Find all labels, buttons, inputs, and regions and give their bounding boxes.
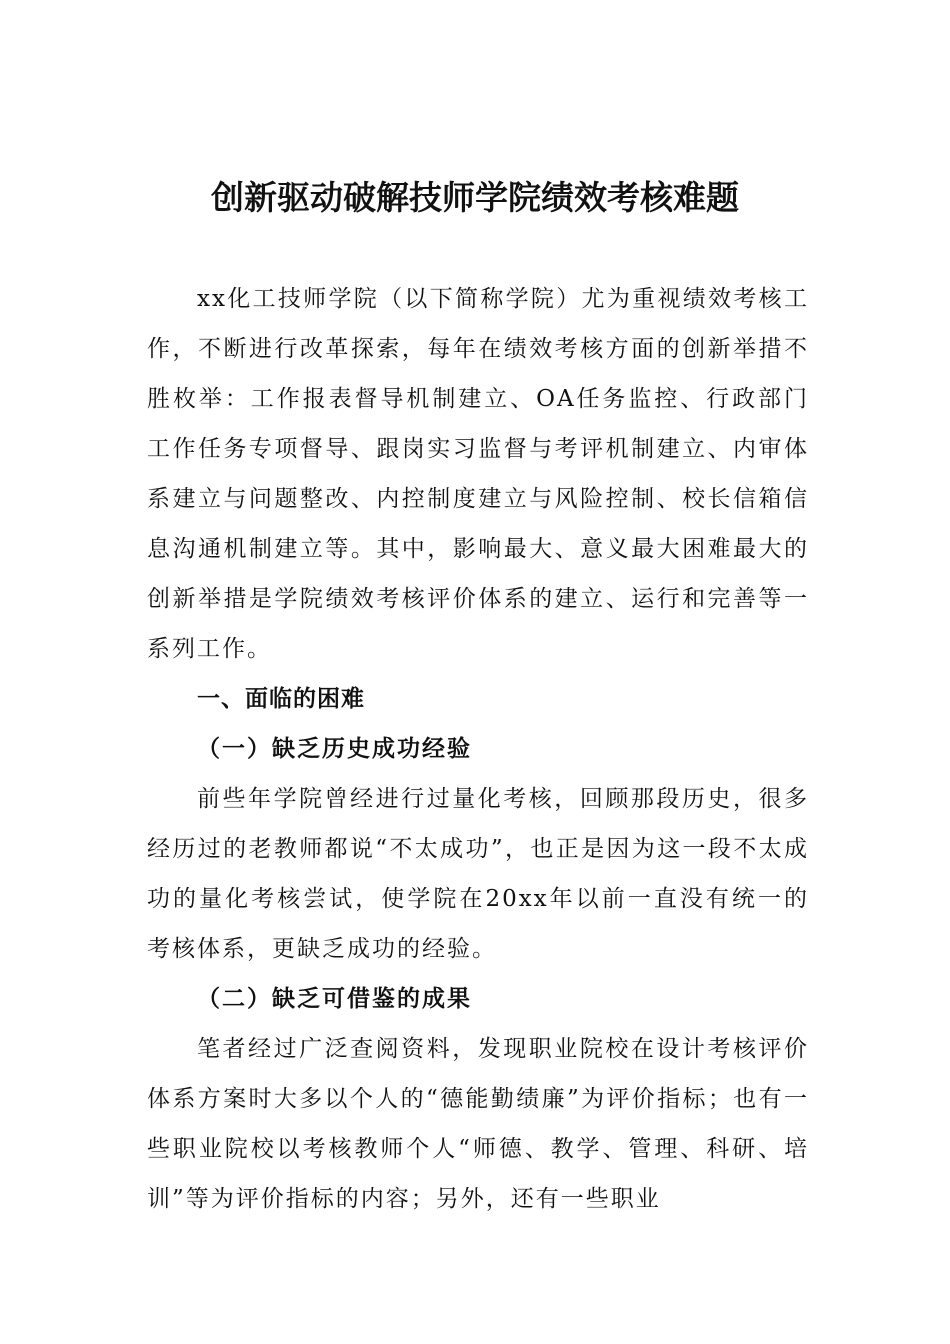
section-heading-difficulties: 一、面临的困难 [197,686,365,712]
subsection-heading-lack-references: （二）缺乏可借鉴的成果 [197,985,472,1012]
subsection-heading-lack-experience: （一）缺乏历史成功经验 [197,735,472,762]
paragraph-research: 笔者经过广泛查阅资料，发现职业院校在设计考核评价体系方案时大多以个人的“德能勤绩廉”为评价指标；也有一些职业院校以考核教师个人“师德、教学、管理、科研、培训”等为评价指标的内容；另外，还有一些职业 [147,1036,809,1212]
document-title: 创新驱动破解技师学院绩效考核难题 [211,178,739,217]
paragraph-history: 前些年学院曾经进行过量化考核，回顾那段历史，很多经历过的老教师都说“不太成功”，也正是因为这一段不太成功的量化考核尝试，使学院在20xx年以前一直没有统一的考核体系，更缺乏成功的经验。 [147,786,809,962]
paragraph-intro: xx化工技师学院（以下简称学院）尤为重视绩效考核工作，不断进行改革探索，每年在绩效考核方面的创新举措不胜枚举：工作报表督导机制建立、OA任务监控、行政部门工作任务专项督导、跟岗实习监督与考评机制建立、内审体系建立与问题整改、内控制度建立与风险控制、校长信箱信息沟通机制建立等。其中，影响最大、意义最大困难最大的创新举措是学院绩效考核评价体系的建立、运行和完善等一系列工作。 [147,286,809,662]
